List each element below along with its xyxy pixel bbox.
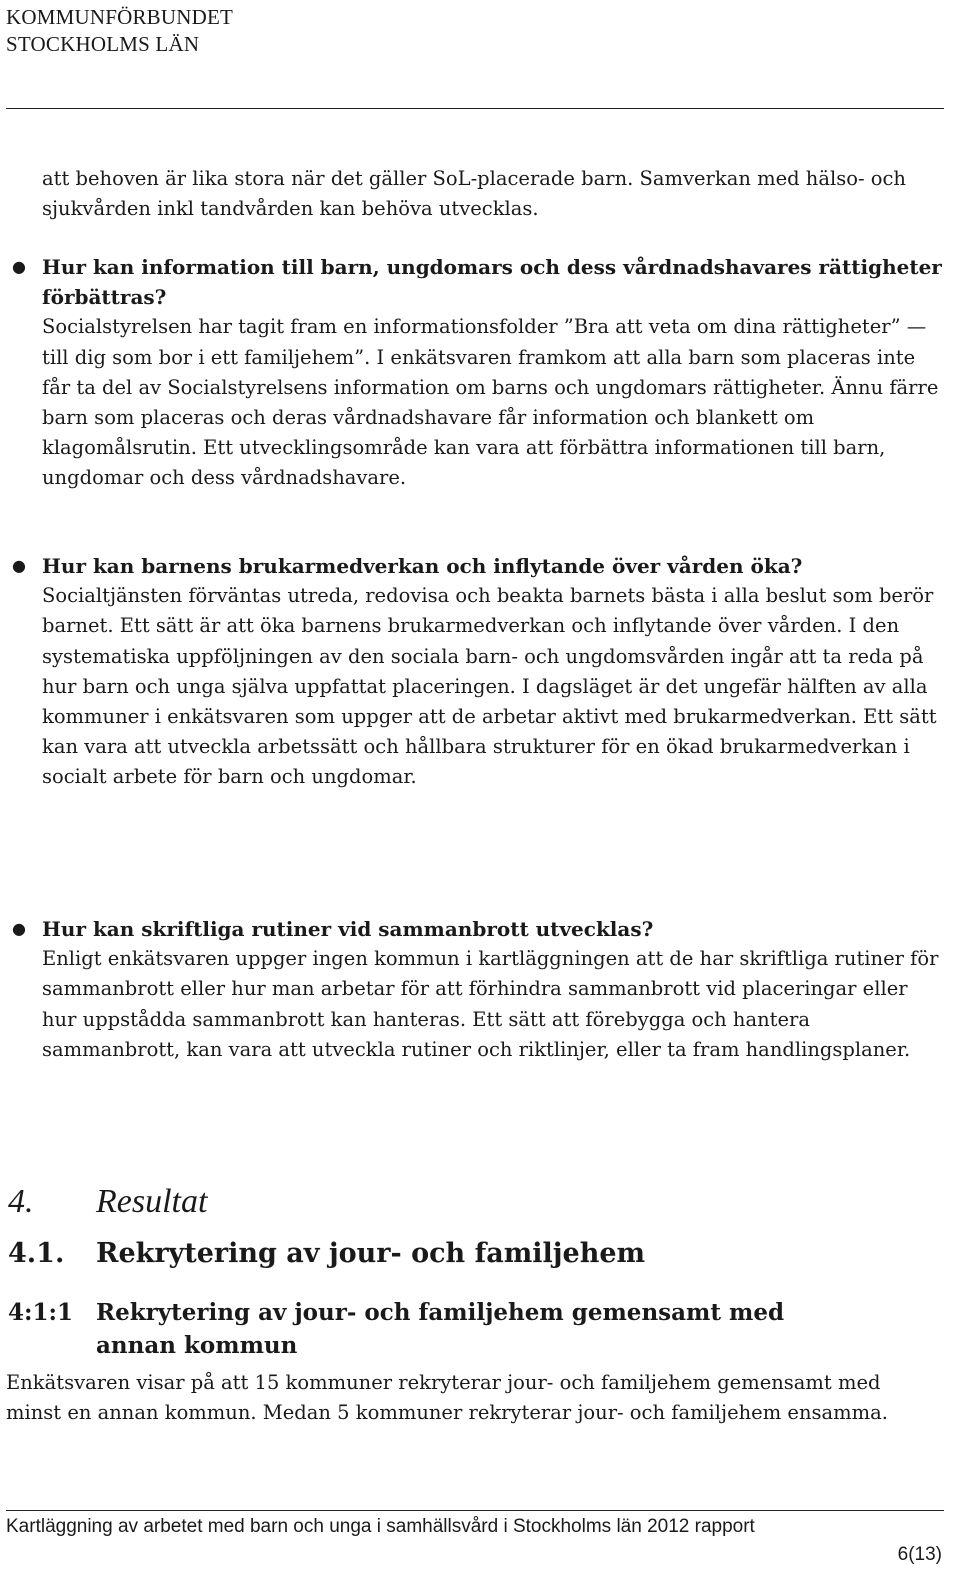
bullet-icon: ● — [12, 556, 26, 575]
bullet-icon: ● — [12, 257, 26, 276]
bullet-question: Hur kan skriftliga rutiner vid sammanbrott utvecklas? — [42, 917, 654, 941]
bullet-text: Socialstyrelsen har tagit fram en informationsfolder ”Bra att veta om dina rättigheter” — till dig som bor i ett familjehem”. I enkätsvaren framkom att alla barn som placeras inte får ta del av Socialstyrelsens information om barns och ungdomars rättigheter. Ännu färre barn som placeras och deras vårdnadshavare får information och blankett om klagomålsrutin. Ett utvecklingsområde kan vara att förbättra informationen till barn, ungdomar och dess vårdnadshavare. — [42, 315, 939, 490]
subsection-heading — [8, 1234, 645, 1274]
result-paragraph: Enkätsvaren visar på att 15 kommuner rekryterar jour- och familjehem gemensamt med minst en annan kommun. Medan 5 kommuner rekryterar jour- och familjehem ensamma. — [6, 1371, 888, 1425]
bullet-item — [12, 252, 942, 494]
subsection-title: Rekrytering av jour- och familjehem — [96, 1238, 646, 1269]
section-heading — [8, 1182, 207, 1222]
document-header — [6, 4, 233, 58]
bullet-question: Hur kan information till barn, ungdomars och dess vårdnadshavares rättigheter förbättras? — [42, 255, 942, 310]
section-title: Resultat — [96, 1183, 208, 1220]
subsection-number: 4.1. — [8, 1238, 65, 1269]
bullet-item — [12, 914, 942, 1065]
intro-paragraph: att behoven är lika stora när det gäller SoL-placerade barn. Samverkan med hälso- och sjukvården inkl tandvården kan behöva utvecklas. — [42, 167, 906, 221]
bullet-icon: ● — [12, 919, 26, 938]
bullet-question: Hur kan barnens brukarmedverkan och inflytande över vården öka? — [42, 554, 803, 578]
bullet-text: Socialtjänsten förväntas utreda, redovisa och beakta barnets bästa i alla beslut som berör barnet. Ett sätt är att öka barnens brukarmedverkan och inflytande över vården. I den systematiska uppföljningen av den sociala barn- och ungdomsvården ingår att ta reda på hur barn och unga själva uppfattat placeringen. I dagsläget är det ungefär hälften av alla kommuner i enkätsvaren som uppger att de arbetar aktivt med brukarmedverkan. Ett sätt kan vara att utveckla arbetssätt och hållbara strukturer för en ökad brukarmedverkan i socialt arbete för barn och ungdomar. — [42, 584, 937, 789]
header-line-2: STOCKHOLMS LÄN — [6, 32, 200, 56]
footer-rule — [6, 1510, 944, 1511]
header-rule — [6, 108, 944, 109]
section-number: 4. — [8, 1183, 34, 1220]
bullet-text: Enligt enkätsvaren uppger ingen kommun i kartläggningen att de har skriftliga rutiner för sammanbrott eller hur man arbetar för att förhindra sammanbrott vid placeringar eller hur uppstådda sammanbrott kan hanteras. Ett sätt att förebygga och hantera sammanbrott, kan vara att utveckla rutiner och riktlinjer, eller ta fram handlingsplaner. — [42, 947, 939, 1061]
header-line-1: KOMMUNFÖRBUNDET — [6, 5, 234, 29]
page-number: 6(13) — [897, 1544, 942, 1565]
subsubsection-title: Rekrytering av jour- och familjehem gemensamt med annan kommun — [96, 1299, 785, 1359]
bullet-item — [12, 551, 942, 793]
footer-text: Kartläggning av arbetet med barn och unga i samhällsvård i Stockholms län 2012 rapport — [6, 1516, 755, 1537]
subsubsection-number: 4:1:1 — [8, 1299, 73, 1326]
